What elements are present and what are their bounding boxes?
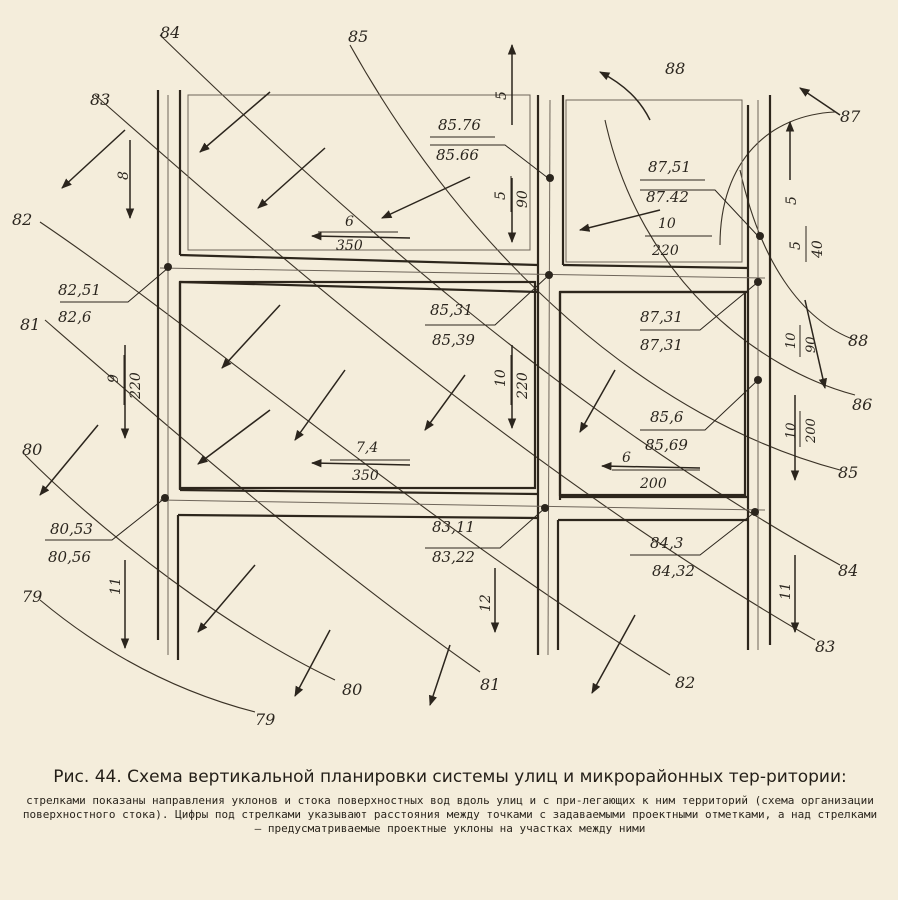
slope-value: 10 <box>493 369 509 387</box>
centerline-vertical-2 <box>548 100 550 655</box>
arrow <box>295 630 330 696</box>
slope-value: 6 <box>345 214 354 230</box>
arrow <box>425 375 465 430</box>
elevation-top: 80,53 <box>50 520 93 538</box>
elevation-bottom: 85.66 <box>436 146 479 164</box>
elevation-bottom: 84,32 <box>652 562 695 580</box>
contour-82 <box>40 222 670 675</box>
street-slope: 8 <box>116 171 132 180</box>
contour-label-80: 80 <box>342 680 363 699</box>
slope-distance: 40 <box>810 240 826 258</box>
elevation-top: 84,3 <box>650 534 684 552</box>
arrow <box>40 425 98 495</box>
street-bottom-upper <box>180 490 538 494</box>
slope-distance: 220 <box>515 372 531 399</box>
block-middle-left <box>180 282 535 488</box>
arrow <box>222 305 280 368</box>
contour-84 <box>160 35 840 565</box>
elevation-top: 87,31 <box>640 308 683 326</box>
street-slope: 12 <box>478 594 494 612</box>
elevation-top: 83,11 <box>432 518 475 536</box>
street-slope: 5 <box>784 196 800 205</box>
contour-label-84: 84 <box>838 561 859 580</box>
arrow <box>592 615 635 693</box>
arrow <box>200 92 270 152</box>
elevation-bottom: 87,31 <box>640 336 683 354</box>
arrow <box>600 72 650 120</box>
contour-label-81-left: 81 <box>20 315 41 334</box>
centerline-horizontal-2 <box>160 500 765 510</box>
contour-79 <box>40 600 255 712</box>
elevation-labels <box>48 116 705 580</box>
slope-distance: 90 <box>804 336 819 353</box>
contour-label-82-left: 82 <box>12 210 33 229</box>
contour-label-87: 87 <box>840 107 861 126</box>
drainage-arrows <box>40 45 840 705</box>
contour-label-85: 85 <box>838 463 859 482</box>
elevation-bottom: 80,56 <box>48 548 91 566</box>
slope-value: 9 <box>106 374 122 383</box>
slope-distance: 90 <box>515 190 531 208</box>
contour-label-79: 79 <box>22 587 43 606</box>
contour-81 <box>45 320 480 672</box>
street-slope: 11 <box>108 577 124 595</box>
slope-value: 10 <box>784 422 799 439</box>
street-slope: 11 <box>778 582 794 600</box>
contour-label-81: 81 <box>480 675 501 694</box>
elevation-bottom: 82,6 <box>58 308 92 326</box>
arrow <box>382 177 470 218</box>
slope-distance: 200 <box>640 476 667 492</box>
caption-title: Рис. 44. Схема вертикальной планировки системы улиц и микрорайонных тер-ритории: <box>53 767 847 787</box>
contour-label-83-left: 83 <box>90 90 111 109</box>
slope-distance: 200 <box>804 418 819 443</box>
street-top-upper2 <box>563 265 748 268</box>
street-bottom-lower <box>178 515 538 518</box>
contour-88 <box>740 170 855 340</box>
contour-label-86: 86 <box>852 395 873 414</box>
slope-value: 10 <box>784 332 799 349</box>
slope-value: 5 <box>788 241 804 250</box>
arrow <box>258 148 325 208</box>
contour-label-79-end: 79 <box>255 710 276 729</box>
arrow <box>198 410 270 464</box>
street-top-lower <box>180 282 538 292</box>
contour-label-83: 83 <box>815 637 836 656</box>
contour-87 <box>720 112 835 245</box>
caption-description: стрелками показаны направления уклонов и стока поверхностных вод вдоль улиц и с при-легающих к ним территорий (схема организации поверхностного стока). Цифры под стрелками указывают расстояния между точками с задаваемыми проектными отметками, а над стрелками — предусматриваемые проектные уклоны на участках между ними <box>22 794 878 835</box>
elevation-top: 87,51 <box>648 158 691 176</box>
contour-label-88-top: 88 <box>665 59 686 78</box>
street-top-upper <box>180 255 538 265</box>
slope-value: 10 <box>658 216 676 232</box>
elevation-bottom: 87.42 <box>646 188 689 206</box>
elevation-top: 85.76 <box>438 116 481 134</box>
elevation-bottom: 85,69 <box>645 436 688 454</box>
slope-distance: 220 <box>652 243 679 259</box>
arrow <box>800 88 840 115</box>
elevation-bottom: 83,22 <box>432 548 475 566</box>
contour-label-85-top: 85 <box>348 27 369 46</box>
contour-label-88: 88 <box>848 331 869 350</box>
contour-label-80-left: 80 <box>22 440 43 459</box>
arrow <box>312 463 410 465</box>
arrow <box>580 210 660 230</box>
slope-value: 7,4 <box>356 440 379 456</box>
centerline-horizontal-1 <box>160 268 765 278</box>
elevation-top: 82,51 <box>58 281 101 299</box>
slope-distance: 350 <box>352 468 379 484</box>
street-slope: 5 <box>494 91 510 100</box>
arrow <box>602 466 700 468</box>
elevation-bottom: 85,39 <box>432 331 475 349</box>
contour-label-82: 82 <box>675 673 696 692</box>
block-upper-right <box>566 100 742 262</box>
slope-distance: 350 <box>336 238 363 254</box>
arrow <box>430 645 450 705</box>
slope-value: 5 <box>493 191 509 200</box>
slope-value: 6 <box>622 450 631 466</box>
point <box>756 232 764 240</box>
slope-distance: 220 <box>128 372 144 399</box>
elevation-top: 85,31 <box>430 301 473 319</box>
leader <box>630 512 755 555</box>
contour-label-84-top: 84 <box>160 23 181 42</box>
elevation-top: 85,6 <box>650 408 684 426</box>
figure-caption <box>18 766 882 836</box>
arrow <box>198 565 255 632</box>
